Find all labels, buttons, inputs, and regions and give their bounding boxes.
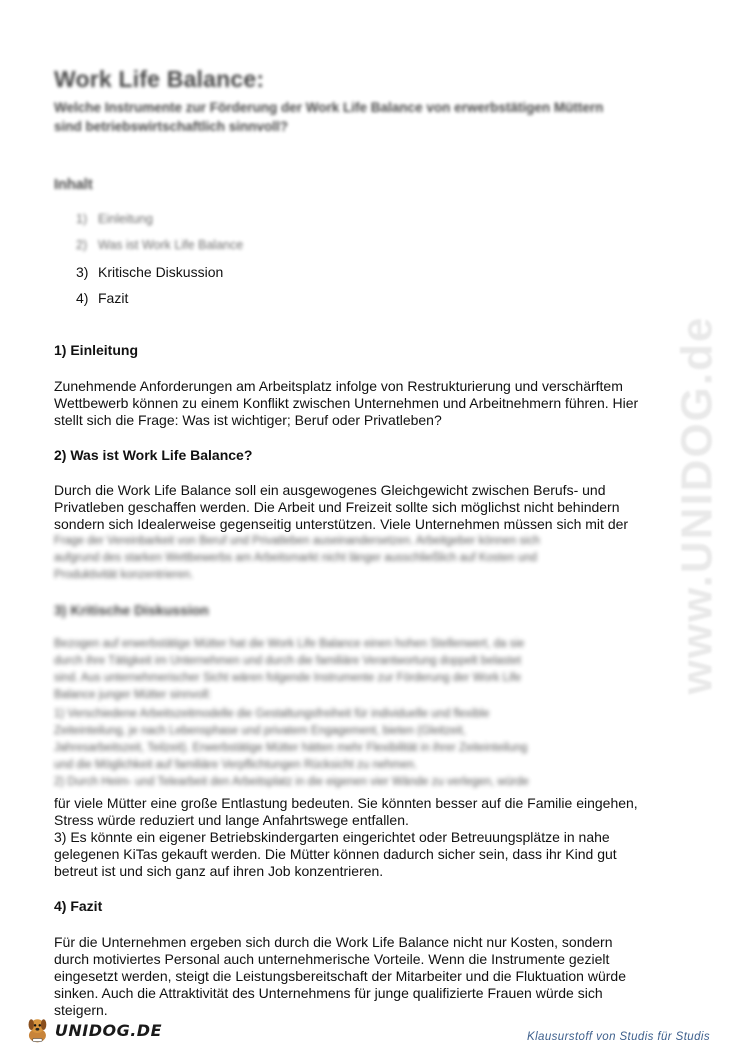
toc-heading: Inhalt	[54, 177, 93, 193]
paragraph-line: sondern sich Idealerweise gegenseitig unterstützen. Viele Unternehmen müssen sich mit der	[54, 516, 629, 532]
document-title: Work Life Balance:	[54, 66, 265, 92]
toc-item: 2) Was ist Work Life Balance	[76, 238, 244, 252]
paragraph-line-blurred: sind. Aus unternehmerischer Sicht wären folgende Instrumente zur Förderung der Work Life	[54, 672, 522, 684]
paragraph-line-blurred: 1) Verschiedene Arbeitszeitmodelle die Gestaltungsfreiheit für individuelle und flexible	[54, 708, 490, 720]
toc-item: 1) Einleitung	[76, 212, 153, 226]
section-heading-einleitung: 1) Einleitung	[54, 342, 138, 358]
document-subtitle: Welche Instrumente zur Förderung der Work Life Balance von erwerbstätigen Müttern sind betriebswirtschaftlich sinnvoll?	[54, 100, 604, 134]
paragraph-line: Stress würde reduziert und lange Anfahrtswege entfallen.	[54, 812, 409, 828]
unidog-logo	[22, 1010, 162, 1050]
paragraph-line: Für die Unternehmen ergeben sich durch die Work Life Balance nicht nur Kosten, sondern	[54, 934, 613, 950]
paragraph-line-blurred: und die Möglichkeit auf familiäre Verpflichtungen Rücksicht zu nehmen.	[54, 759, 418, 771]
logo-text: UNIDOG.DE	[54, 1020, 162, 1040]
section-heading-was-ist: 2) Was ist Work Life Balance?	[54, 447, 253, 463]
paragraph-line-blurred: 2) Durch Heim- und Telearbeit den Arbeitsplatz in die eigenen vier Wände zu verlegen, würde	[54, 776, 529, 788]
paragraph-line: 3) Es könnte ein eigener Betriebskindergarten eingerichtet oder Betreuungsplätze in nahe	[54, 829, 610, 845]
toc-item: 4) Fazit	[76, 290, 129, 306]
paragraph-line: sinken. Auch die Attraktivität des Unternehmens für junge qualifizierte Frauen würde sich	[54, 985, 603, 1001]
paragraph-line: eingesetzt werden, steigt die Leistungsbereitschaft der Mitarbeiter und die Fluktuation würde	[54, 968, 626, 984]
section-heading-fazit: 4) Fazit	[54, 898, 103, 914]
toc-item: 3) Kritische Diskussion	[76, 264, 224, 280]
paragraph-line: Zunehmende Anforderungen am Arbeitsplatz infolge von Restrukturierung und verschärftem	[54, 378, 623, 394]
paragraph-line: Durch die Work Life Balance soll ein ausgewogenes Gleichgewicht zwischen Berufs- und	[54, 482, 606, 498]
section-heading-kritische: 3) Kritische Diskussion	[54, 602, 209, 618]
paragraph-line-blurred: Balance junger Mütter sinnvoll:	[54, 689, 212, 701]
paragraph-line-blurred: Frage der Vereinbarkeit von Beruf und Privatleben auseinandersetzen. Arbeitgeber können sich	[54, 535, 540, 547]
paragraph-line: für viele Mütter eine große Entlastung bedeuten. Sie könnten besser auf die Familie eingehen,	[54, 795, 638, 811]
paragraph-line: durch motiviertes Personal auch unternehmerische Vorteile. Wenn die Instrumente gezielt	[54, 951, 610, 967]
paragraph-line-blurred: Produktivität konzentrieren.	[54, 569, 194, 581]
paragraph-line: Privatleben geschaffen werden. Die Arbeit und Freizeit sollte sich möglichst nicht behindern	[54, 499, 620, 515]
paragraph-line-blurred: Jahresarbeitszeit, Teilzeit). Erwerbstätige Mütter hätten mehr Flexibilität in ihrer Zeiteinteilung	[54, 742, 528, 754]
paragraph-line: stellt sich die Frage: Was ist wichtiger; Beruf oder Privatleben?	[54, 412, 442, 428]
paragraph-line-blurred: aufgrund des starken Wettbewerbs am Arbeitsmarkt nicht länger ausschließlich auf Kosten und	[54, 552, 538, 564]
paragraph-line-blurred: durch ihre Tätigkeit im Unternehmen und durch die familiäre Verantwortung doppelt belastet	[54, 655, 522, 667]
paragraph-line-blurred: Bezogen auf erwerbstätige Mütter hat die Work Life Balance einen hohen Stellenwert, da sie	[54, 638, 525, 650]
paragraph-line: betreut ist und sich ganz auf ihren Job konzentrieren.	[54, 863, 384, 879]
paragraph-line: steigern.	[54, 1002, 108, 1018]
paragraph-line: Wettbewerb können zu einem Konflikt zwischen Unternehmen und Arbeitnehmern führen. Hier	[54, 395, 639, 411]
paragraph-line-blurred: Zeiteinteilung, je nach Lebensphase und privatem Engagement, bieten (Gleitzeit,	[54, 725, 466, 737]
footer-tagline: Klausurstoff von Studis für Studis	[527, 1031, 710, 1043]
watermark: www.UNIDOG.de	[672, 315, 721, 695]
dog-icon	[22, 1010, 53, 1050]
paragraph-line: gelegenen KiTas gekauft werden. Die Mütter können dadurch sicher sein, dass ihr Kind gut	[54, 846, 617, 862]
